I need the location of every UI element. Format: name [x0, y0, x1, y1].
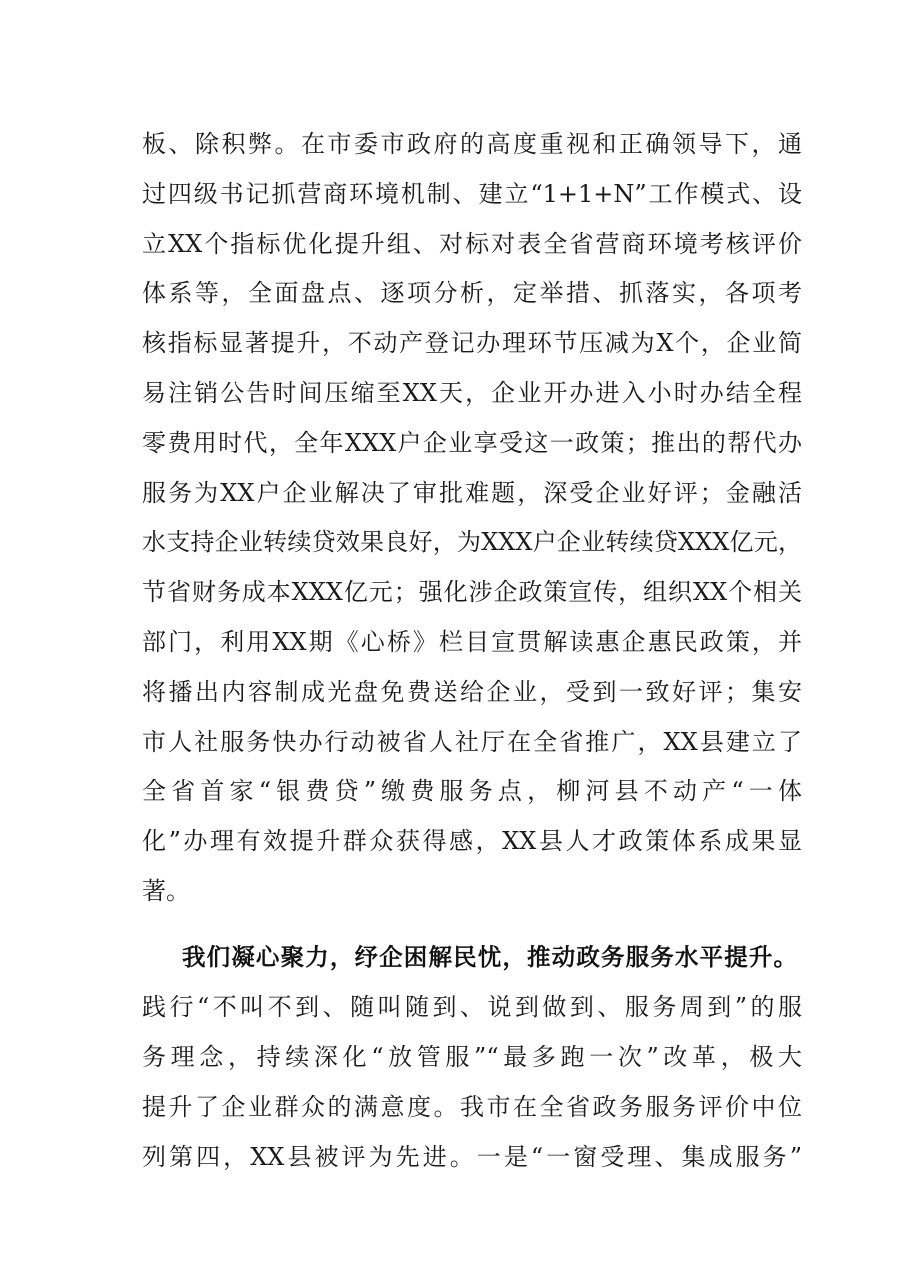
text-line: 市人社服务快办行动被省人社厅在全省推广，XX县建立了: [142, 728, 802, 756]
text-line: 列第四，XX县被评为先进。一是“一窗受理、集成服务”: [142, 1143, 802, 1171]
text-line: 板、除积弊。在市委市政府的高度重视和正确领导下，通: [142, 130, 802, 158]
text-line: 过四级书记抓营商环境机制、建立“1+1+N”工作模式、设: [142, 180, 802, 208]
text-line: 水支持企业转续贷效果良好，为XXX户企业转续贷XXX亿元，: [142, 528, 802, 556]
text-line: 化”办理有效提升群众获得感，XX县人才政策体系成果显: [142, 827, 802, 855]
text-line: 易注销公告时间压缩至XX天，企业开办进入小时办结全程: [142, 379, 802, 407]
text-line: 核指标显著提升，不动产登记办理环节压减为X个，企业简: [142, 329, 802, 357]
text-line: 提升了企业群众的满意度。我市在全省政务服务评价中位: [142, 1093, 802, 1121]
text-line: 践行“不叫不到、随叫随到、说到做到、服务周到”的服: [142, 993, 802, 1021]
text-line: 全省首家“银费贷”缴费服务点，柳河县不动产“一体: [142, 777, 802, 805]
text-line: 体系等，全面盘点、逐项分析，定举措、抓落实，各项考: [142, 279, 802, 307]
section-heading: 我们凝心聚力，纾企困解民忧，推动政务服务水平提升。: [182, 943, 797, 971]
text-line: 务理念，持续深化“放管服”“最多跑一次”改革，极大: [142, 1043, 802, 1071]
text-line: 立XX个指标优化提升组、对标对表全省营商环境考核评价: [142, 230, 802, 258]
text-line: 服务为XX户企业解决了审批难题，深受企业好评；金融活: [142, 479, 802, 507]
text-line: 将播出内容制成光盘免费送给企业，受到一致好评；集安: [142, 678, 802, 706]
text-line: 节省财务成本XXX亿元；强化涉企政策宣传，组织XX个相关: [142, 578, 802, 606]
text-line: 零费用时代，全年XXX户企业享受这一政策；推出的帮代办: [142, 429, 802, 457]
text-line: 著。: [142, 877, 190, 905]
text-line: 部门，利用XX期《心桥》栏目宣贯解读惠企惠民政策，并: [142, 628, 802, 656]
